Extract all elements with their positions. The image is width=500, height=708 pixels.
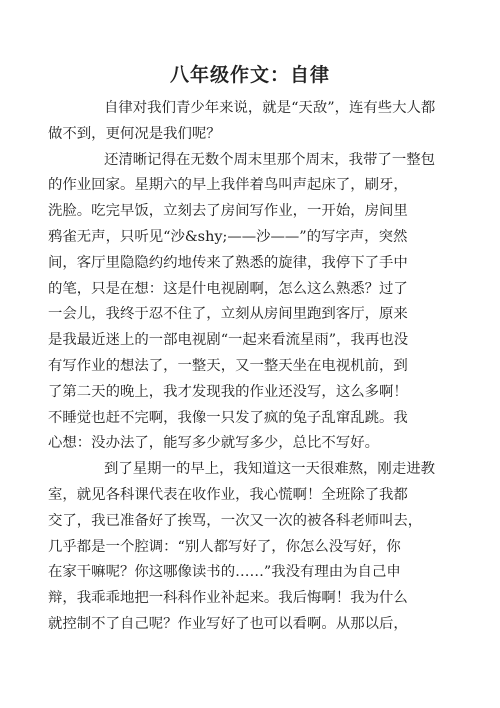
paragraph-3-line-1: 到了星期一的早上，我知道这一天很难熬，刚走进教 [104,461,435,478]
paragraph-3-line-3: 交了，我已准备好了挨骂，一次又一次的被各科老师叫去， [48,512,423,529]
paragraph-1-line-1: 自律对我们青少年来说，就是“天敌”，连有些大人都 [104,100,436,116]
paragraph-3-line-5: 在家干嘛呢？你这哪像读书的……”我没有理由为自己申 [48,564,401,581]
paragraph-2-line-2: 的作业回家。星期六的早上我伴着鸟叫声起床了，刷牙， [48,177,408,194]
paragraph-2-line-3: 洗脸。吃完早饭，立刻去了房间写作业，一开始，房间里 [48,203,408,220]
paragraph-3-line-4: 几乎都是一个腔调：“别人都写好了，你怎么没写好，你 [48,538,401,555]
document-title: 八年级作文：自律 [169,64,330,86]
paragraph-3-line-7: 就控制不了自己呢？作业写好了也可以看啊。从那以后， [48,615,408,632]
paragraph-2-line-7: 一会儿，我终于忍不住了，立刻从房间里跑到客厅，原来 [48,306,408,323]
paragraph-2-line-9: 有写作业的想法了，一整天，又一整天坐在电视机前，到 [48,357,408,374]
paragraph-1-line-2: 做不到，更何况是我们呢？ [48,125,221,142]
paragraph-2-line-6: 的笔，只是在想：这是什电视剧啊，怎么这么熟悉？过了 [48,280,408,297]
paragraph-2-line-8: 是我最近迷上的一部电视剧“一起来看流星雨”，我再也没 [48,332,409,349]
paragraph-2-line-4: 鸦雀无声，只听见“沙&shy;——沙——”的写字声，突然 [48,228,408,245]
paragraph-2-line-10: 了第二天的晚上，我才发现我的作业还没写，这么多啊！ [48,383,408,400]
paragraph-2-line-12: 心想：没办法了，能写多少就写多少，总比不写好。 [48,435,379,452]
paragraph-2-line-11: 不睡觉也赶不完啊，我像一只发了疯的兔子乱窜乱跳。我 [48,409,408,426]
document-body [48,96,436,638]
paragraph-2-line-5: 间，客厅里隐隐约约地传来了熟悉的旋律，我停下了手中 [48,254,408,271]
paragraph-2-line-1: 还清晰记得在无数个周末里那个周末，我带了一整包 [104,151,435,168]
paragraph-3-line-6: 辩，我乖乖地把一科科作业补起来。我后悔啊！我为什么 [48,590,408,607]
paragraph-3-line-2: 室，就见各科课代表在收作业，我心慌啊！全班除了我都 [48,486,408,503]
